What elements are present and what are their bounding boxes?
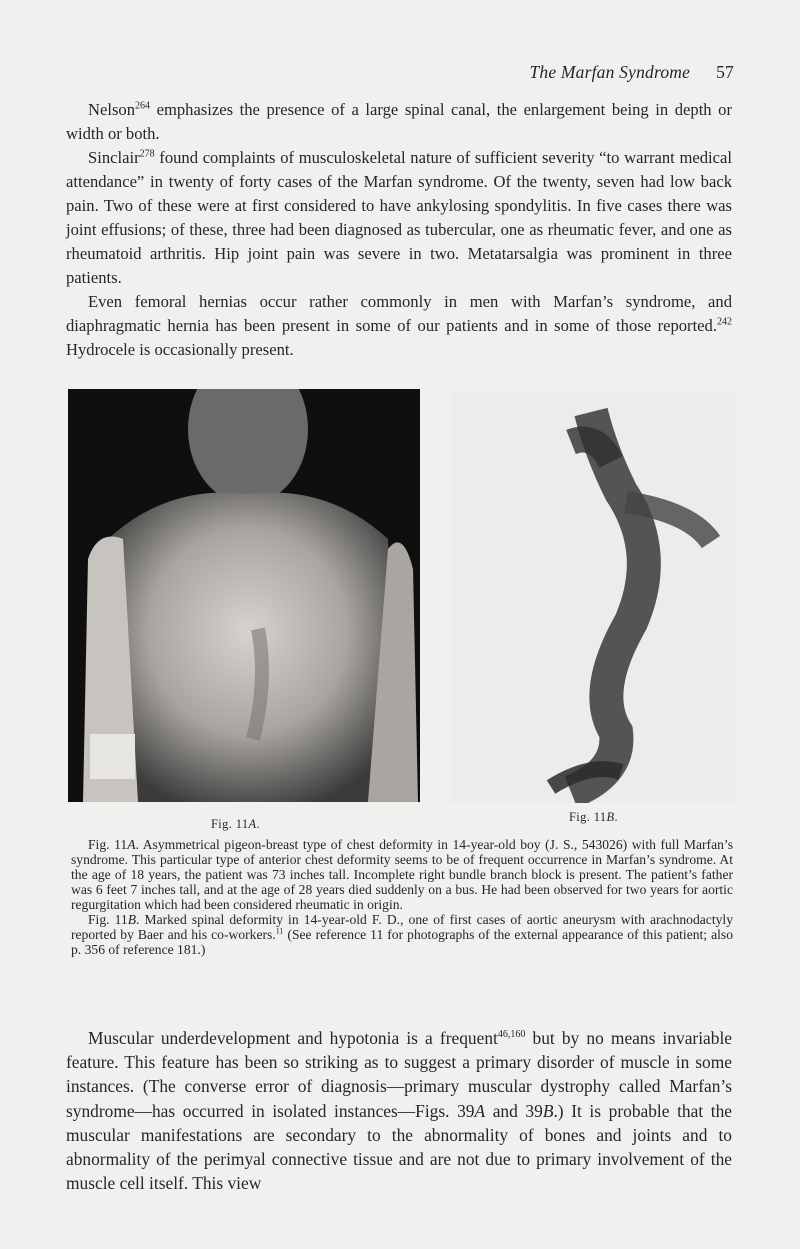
text-span: Nelson (88, 100, 136, 119)
reference-sup: 46,160 (497, 1029, 526, 1041)
paragraph-muscular (66, 1026, 732, 1195)
chest-photo-illustration (68, 389, 420, 802)
top-text (66, 98, 732, 362)
paragraph-nelson (66, 98, 732, 146)
reference-sup: 264 (135, 100, 151, 112)
figure-11b-xray (451, 392, 737, 803)
reference-sup: 11 (275, 926, 284, 936)
paragraph-hernias (66, 290, 732, 362)
text-span: A (474, 1100, 486, 1121)
text-span: (See reference 11 for photographs of the external appearance of this patient; also p. 356 of reference 181.) (71, 927, 733, 957)
text-span: Sinclair (88, 148, 140, 167)
text-span: . Marked spinal deformity in 14-year-old F. D., one of first cases of aortic aneurysm with arachnodactyly reported by Baer and his co-workers. (71, 912, 733, 942)
page-header (529, 62, 734, 83)
label-letter: B (606, 810, 615, 824)
text-span: emphasizes the presence of a large spinal canal, the enlargement being in depth or width or both. (66, 100, 732, 143)
text-span: and 39 (485, 1100, 543, 1121)
figure-11a-label (211, 817, 260, 832)
reference-sup: 278 (139, 148, 155, 160)
text-span: Fig. 11 (88, 837, 128, 852)
label-text: Fig. 11 (569, 810, 607, 824)
text-span: Fig. 11 (88, 912, 128, 927)
figure-11b-label (569, 810, 618, 825)
bottom-text (66, 1026, 732, 1195)
text-span: Even femoral hernias occur rather commonly in men with Marfan’s syndrome, and diaphragmatic hernia has been present in some of our patients and in some of those reported. (66, 292, 732, 335)
text-span: found complaints of musculoskeletal nature of sufficient severity “to warrant medical attendance” in twenty of forty cases of the Marfan syndrome. Of the twenty, seven had low back pain. Two of these were at first considered to have ankylosing spondylitis. In five cases there was joint effusions; of these, three had been diagnosed as tubercular, one as rheumatic fever, and one as rheumatoid arthritis. Hip joint pain was severe in two. Metatarsalgia was prominent in three patients. (66, 148, 732, 287)
label-text: . (256, 817, 260, 831)
spine-xray-illustration (451, 392, 737, 803)
text-span: but by no means invariable feature. This feature has been so striking as to suggest a primary disorder of muscle in some instances. (The converse error of diagnosis—primary muscular dystrophy called Marfan’s syndrome—has occurred in isolated instances—Figs. 39 (66, 1028, 733, 1121)
running-title: The Marfan Syndrome (529, 62, 691, 82)
figure-captions (71, 837, 733, 957)
paragraph-sinclair (66, 146, 732, 290)
text-span: B (127, 912, 137, 927)
text-span: Muscular underdevelopment and hypotonia is a frequent (88, 1028, 498, 1048)
figure-11a-photo (68, 389, 420, 802)
label-text: . (614, 810, 618, 824)
label-letter: A (248, 817, 257, 831)
page-number: 57 (716, 62, 734, 82)
caption-11a (71, 837, 733, 912)
text-span: . Asymmetrical pigeon-breast type of chest deformity in 14-year-old boy (J. S., 543026) with full Marfan’s syndrome. This particular type of anterior chest deformity seems to be of frequent occurrence in Marfan’s syndrome. At the age of 18 years, the patient was 73 inches tall. Incomplete right bundle branch block is present. The patient’s father was 6 feet 7 inches tall, and at the age of 28 years died suddenly on a bus. He had been observed for two years for aortic regurgitation which had been considered rheumatic in origin. (71, 837, 733, 912)
reference-sup: 242 (717, 316, 732, 328)
caption-11b (71, 912, 733, 957)
text-span: A (127, 837, 136, 852)
text-span: Hydrocele is occasionally present. (66, 340, 294, 359)
text-span: .) It is probable that the muscular manifestations are secondary to the abnormality of bones and joints and to abnormality of the perimyal connective tissue and are not due to primary involvement of the muscle cell itself. This view (66, 1100, 733, 1194)
label-text: Fig. 11 (211, 817, 249, 831)
text-span: B (542, 1100, 554, 1121)
